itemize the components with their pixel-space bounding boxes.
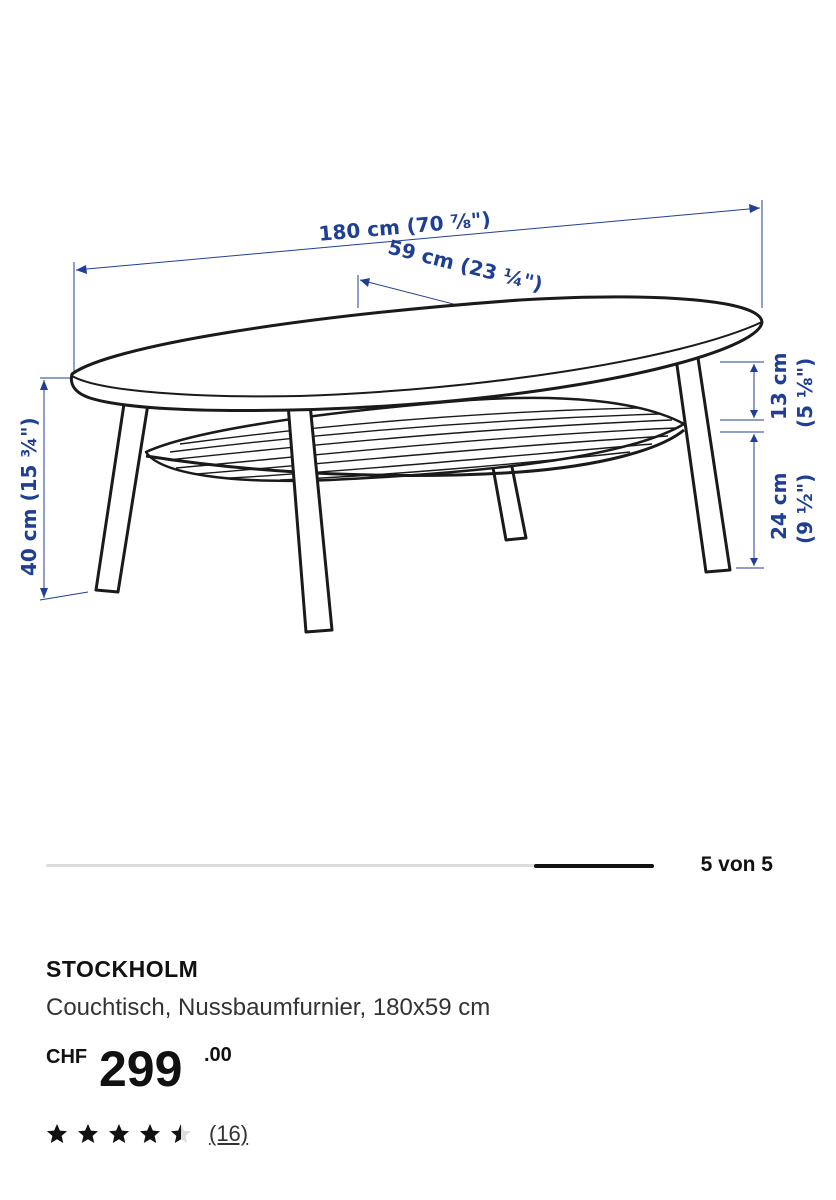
image-carousel-indicator[interactable] <box>46 848 786 884</box>
lower-gap-inch-label: (9 ½") <box>793 473 817 544</box>
product-rating[interactable] <box>46 1120 248 1148</box>
carousel-progress <box>534 864 654 868</box>
product-name[interactable]: STOCKHOLM <box>46 956 199 982</box>
lower-gap-label: 24 cm <box>767 472 791 540</box>
star-full-icon <box>108 1123 130 1145</box>
review-count-link[interactable]: (16) <box>209 1121 249 1146</box>
length-dimension-label: 180 cm (70 ⅞") <box>317 206 492 246</box>
price-decimal: .00 <box>204 1044 232 1066</box>
price-integer: 299 <box>99 1041 183 1097</box>
height-dimension-label: 40 cm (15 ¾") <box>17 417 41 576</box>
star-full-icon <box>46 1123 68 1145</box>
star-half-icon <box>170 1123 192 1145</box>
carousel-counter: 5 von 5 <box>700 853 773 876</box>
product-description: Couchtisch, Nussbaumfurnier, 180x59 cm <box>46 994 491 1021</box>
star-full-icon <box>139 1123 161 1145</box>
coffee-table-outline <box>71 297 762 632</box>
upper-gap-label: 13 cm <box>767 352 791 420</box>
upper-gap-inch-label: (5 ⅛") <box>793 357 817 428</box>
price-currency: CHF <box>46 1046 88 1068</box>
star-full-icon <box>77 1123 99 1145</box>
rating-stars <box>46 1123 201 1145</box>
depth-dimension-label: 59 cm (23 ¼") <box>385 234 546 297</box>
